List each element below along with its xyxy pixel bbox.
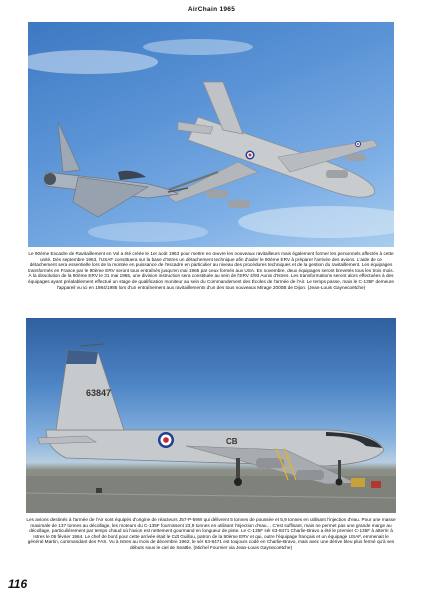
running-header: AirChain 1965 bbox=[187, 6, 236, 13]
photo-caption: Le 90ème Escadre de Ravitaillement en Vol a été créée le 1er août 1963 pour mettre en œuvre les nouveaux ravitailleurs mais également former les personnels affectés à cette unité. Dès septembre 1963, l'USAF constituera sur la base d'Istres un détachement technique afin d'aider le 90ème ERV à préparer l'arrivée des avions. L'aide de ce détachement sera essentielle lors de la montée en puissance de l'escadre en particulier au niveau des procédures techniques et de la gestion du ravitaillement. Les équipages transformés en France par le 90ème ERV seront tous entraînés jusqu'en mai 1965 par ceux formés aux USA. En novembre, deux équipages seront brevetés tous les trois mois. À la dissolution de la 90ème ERV le 31 mai 1965, une division instruction sera constituée au sein de l'ERV 4/93 Aunis d'Istres. Les transformations seront alors effectuées à des équipages ayant préalablement effectué un stage de qualification moniteur au sein du Commandement des Écoles de l'armée de l'Air. Le temps passe, mais le C-135F demeure l'appareil vu ici en 1984/1985 lors d'un entraînement aux ravitaillements d'un des tous nouveaux Mirage 2000B de Dijon. (Jean-Louis Gaynecoëtche) bbox=[28, 251, 394, 290]
photo-c135f-on-ground bbox=[26, 318, 396, 513]
tanker-aircraft bbox=[38, 344, 384, 486]
photo-caption: Les avions destinés à l'armée de l'Air sont équipés d'origine de réacteurs J57-P-59W qui délivrent 5 tonnes de poussée et 5,9 tonnes en utilisant l'injection d'eau. Pour une masse maximale de 137 tonnes au décollage, les moteurs du C-135F fournissent 23,9 tonnes en utilisant l'injection d'eau… C'est suffisant, mais ne permet pas une grande marge au décollage, particulièrement par temps chaud où l'avion est nettement gourmand en longueur de piste. Le C-135F sér 63-8471 Charlie-Bravo a été le premier C-135F à atterrir à Istres le 05 février 1964. Le chef de bord pour cette arrivée était le Cdt Guillou, patron de la 90ème ERV et qui, outre l'équipage français et un équipage USAF, emmenait le général Martin, commandant des FAS. Vu à Istres au mois de décembre 1962, le sér 63-8471 est toujours codé en Charlie-Bravo, mais avec une dérive bleu plus fermé qu'à ses débuts sous le ciel de Seattle. (Michel Fournier via Jean-Louis Gaynecoëtche) bbox=[26, 517, 396, 550]
fuselage-code: CB bbox=[226, 437, 238, 446]
fin-serial: 63847 bbox=[86, 388, 112, 398]
mirage-aircraft bbox=[44, 122, 188, 217]
page-number: 116 bbox=[8, 577, 28, 591]
tanker-aircraft bbox=[168, 82, 378, 208]
photo-aerial-refuelling bbox=[28, 22, 394, 247]
